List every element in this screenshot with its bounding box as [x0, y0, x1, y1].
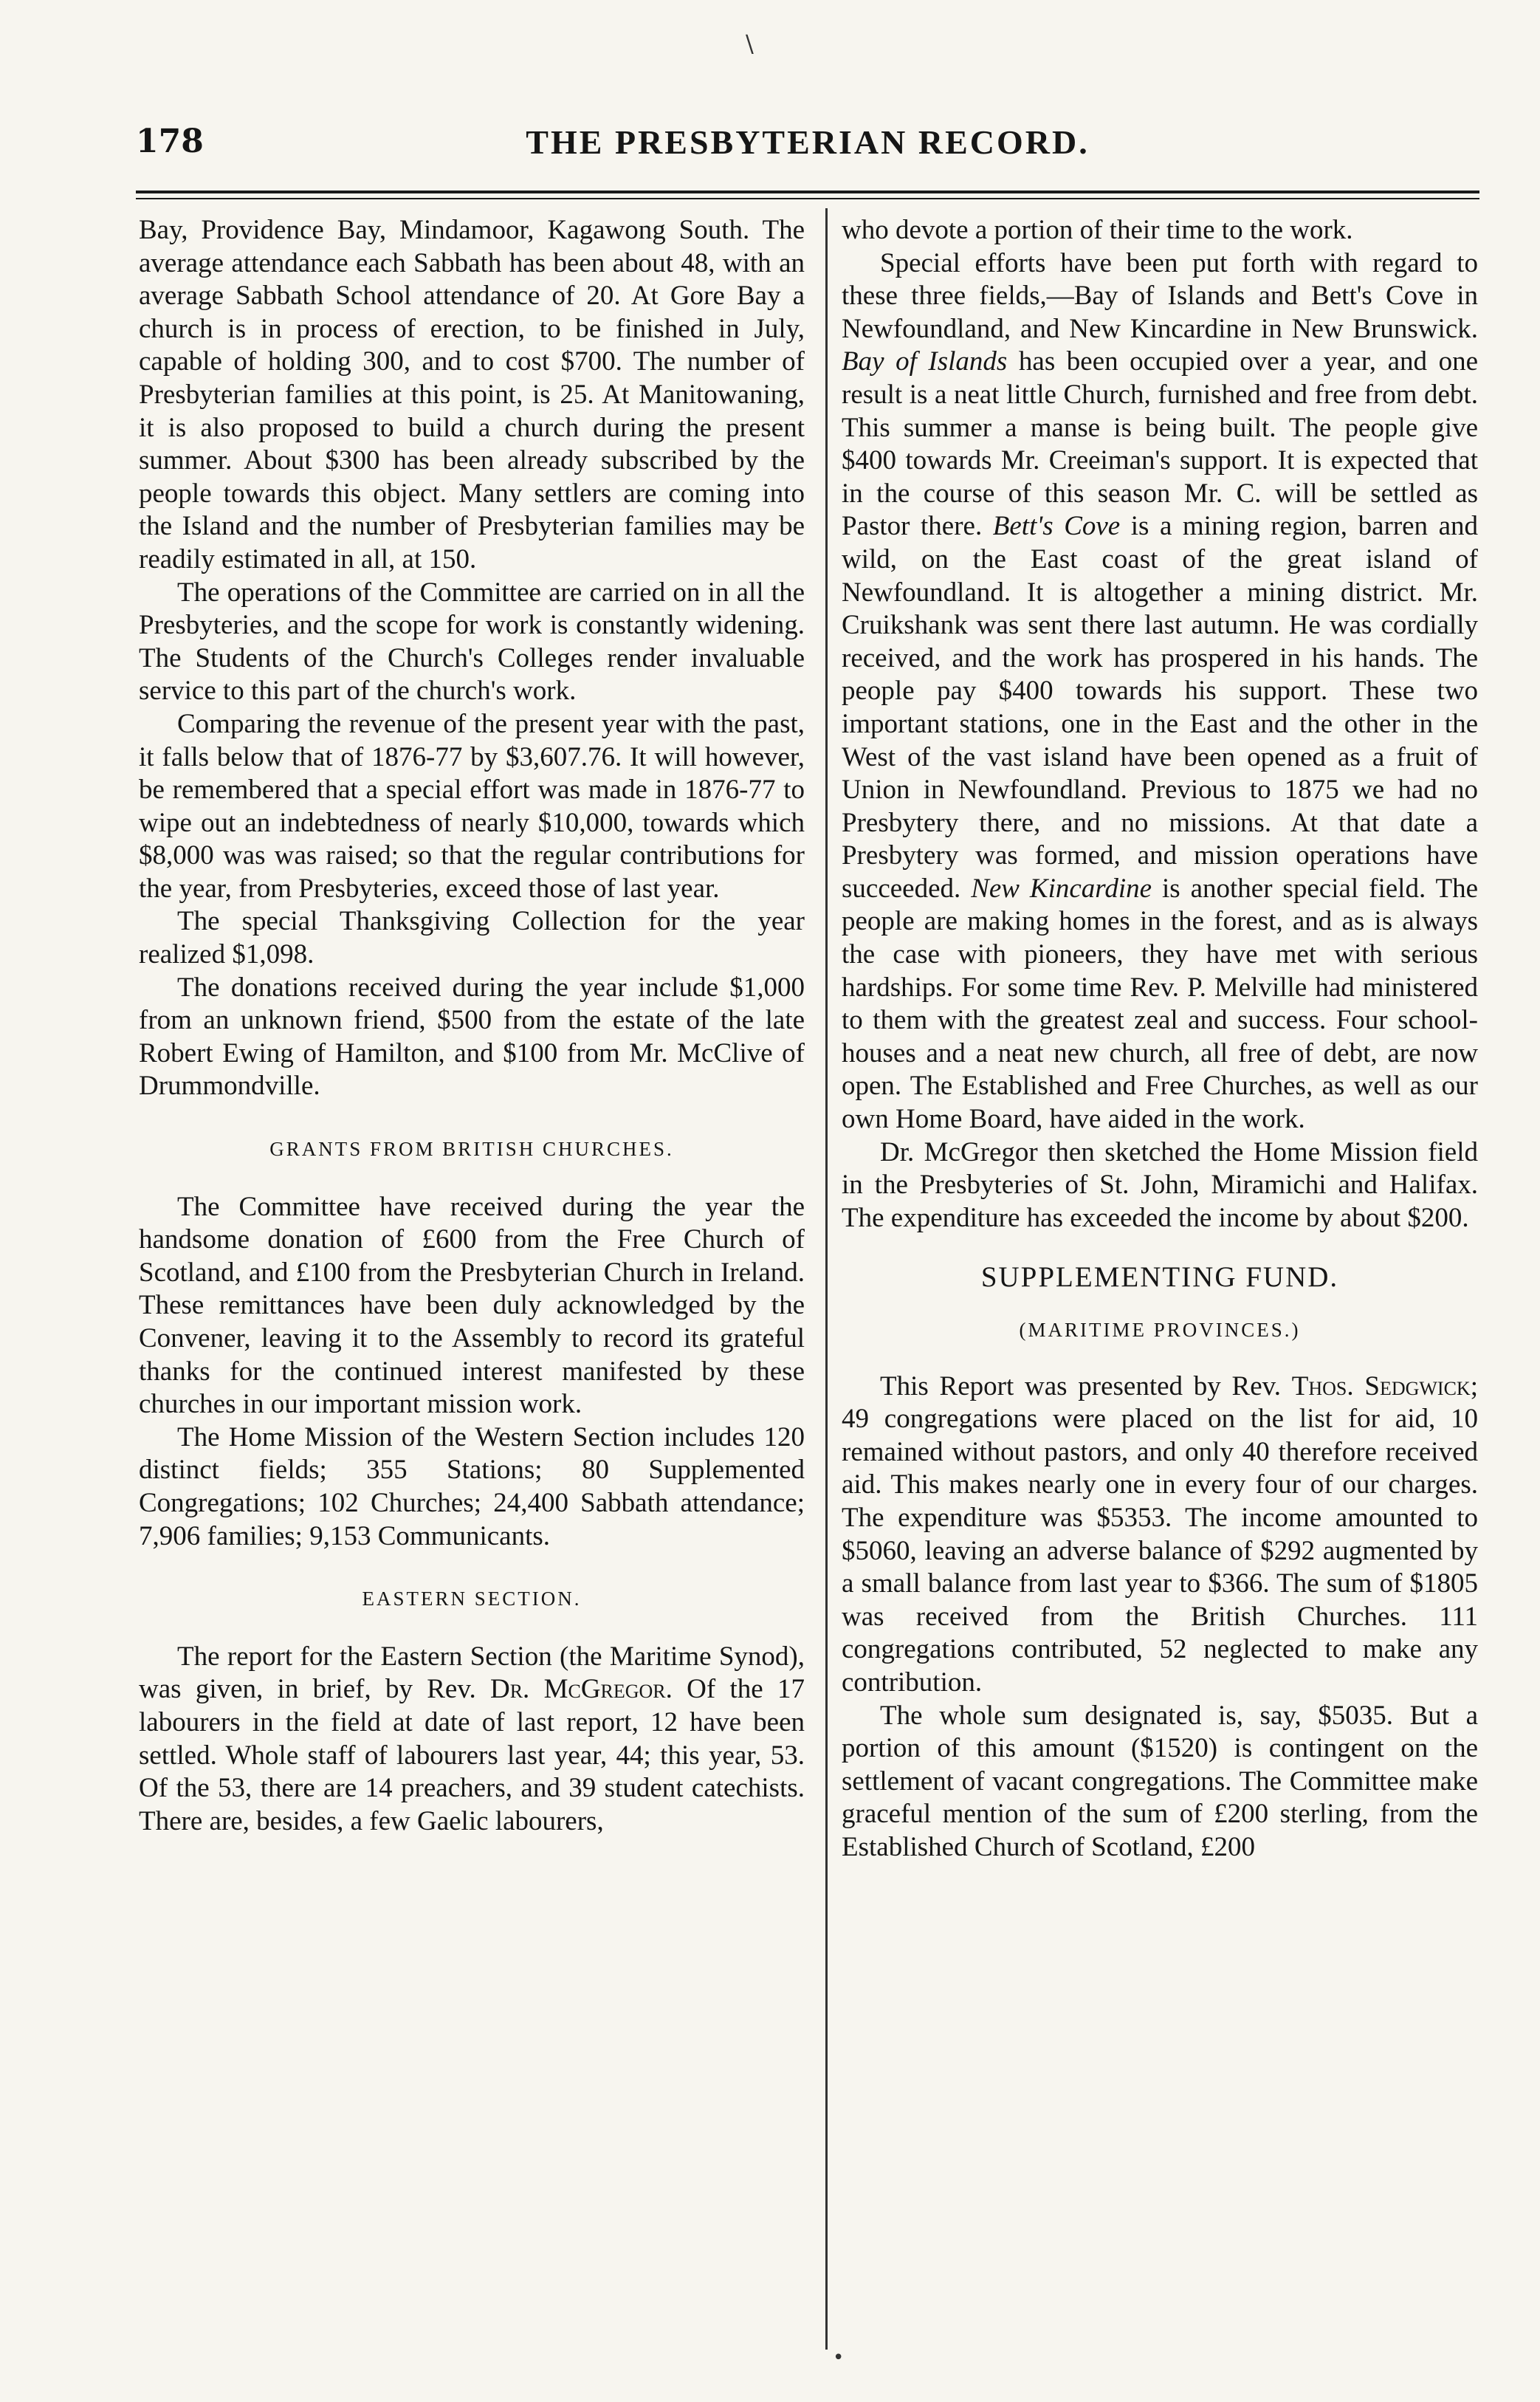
column-divider [825, 208, 828, 2350]
running-title: THE PRESBYTERIAN RECORD. [526, 123, 1090, 161]
section-heading-eastern: EASTERN SECTION. [362, 1588, 582, 1610]
paragraph [139, 1641, 805, 1839]
italic-place: Bett's Cove [992, 511, 1121, 542]
text-run: Special efforts have been put forth with regard to these three fields,—Bay of Islands and Bett's Cove in Newfoundland, and New Kincardine in New Brunswick. [842, 247, 1478, 344]
paragraph: Bay, Providence Bay, Mindamoor, Kagawong South. The average attendance each Sabbath has been about 48, with an average Sabbath School attendance of 20. At Gore Bay a church is in process of erection, to be finished in July, capable of holding 300, and to cost $700. The number of Presbyterian families at this point, is 25. At Manitowaning, it is also proposed to build a church during the present summer. About $300 has been already subscribed by the people towards this object. Many settlers are coming into the Island and the number of Presbyterian families may be readily estimated in all, at 150. [139, 215, 805, 574]
paragraph: The special Thanksgiving Collection for the year realized $1,098. [139, 906, 805, 970]
text-run: ; 49 congregations were placed on the list for aid, 10 remained without pastors, and only 40 therefore received aid. This makes nearly one in every four of our charges. The expenditure was $5353. The income amounted to $5060, leaving an adverse balance of $292 augmented by a small balance from last year to $366. The sum of $1805 was received from the British Churches. 111 congregations contributed, 52 neglected to make any contribution. [842, 1370, 1478, 1698]
page-number: 178 [136, 123, 204, 160]
text-run: This Report was presented by Rev. [880, 1370, 1292, 1401]
text-run: Of the 17 labourers in the field at date of last report, 12 have been settled. Whole staff of labourers last year, 44; this year, 53. Of the 53, there are 14 preachers, and 39 student catechists. There are, besides, a few Gaelic labourers, [139, 1674, 805, 1836]
italic-place: Bay of Islands [842, 346, 1008, 377]
section-heading-grants: GRANTS FROM BRITISH CHURCHES. [269, 1138, 674, 1161]
paragraph [842, 247, 1478, 1136]
italic-place: New Kincardine [971, 873, 1152, 904]
section-subheading-maritime: (MARITIME PROVINCES.) [1019, 1319, 1301, 1341]
text-run: is another special field. The people are making homes in the forest, and as is always the case with pioneers, they have met with serious hardships. For some time Rev. P. Melville had ministered to them with the greatest zeal and success. Four school-houses and a neat new church, all free of debt, are now open. The Established and Free Churches, as well as our own Home Board, have aided in the work. [842, 873, 1479, 1135]
stray-dot: • [833, 2347, 845, 2369]
name-smallcaps: Thos. Sedgwick [1291, 1370, 1471, 1401]
text-run: has been occupied over a year, and one result is a neat little Church, furnished and free from debt. This summer a manse is being built. The people give $400 towards Mr. Creeiman's support. It is expected that in the course of this season Mr. C. will be settled as Pastor there. [842, 346, 1478, 542]
section-heading-fund: SUPPLEMENTING FUND. [980, 1261, 1339, 1294]
header-rule [136, 191, 1479, 193]
paragraph [842, 1370, 1478, 1700]
text-run: is a mining region, barren and wild, on the East coast of the great island of Newfoundland. It is altogether a mining district. Mr. Cruikshank was sent there last autumn. He was cordially received, and the work has prospered in his hands. The people pay $400 towards his support. These two important stations, one in the East and the other in the West of the vast island have been opened as a fruit of Union in Newfoundland. Previous to 1875 we had no Presbytery there, and no missions. At that date a Presbytery was formed, and mission operations have succeeded. [842, 511, 1479, 904]
stray-mark: \ [746, 30, 754, 58]
right-column [842, 214, 1478, 1864]
text-run: The report for the Eastern Section (the Maritime Synod), was given, in brief, by Rev. [139, 1641, 805, 1705]
paragraph: who devote a portion of their time to the work. [842, 215, 1353, 245]
page-header [136, 118, 1479, 171]
paragraph: Comparing the revenue of the present year with the past, it falls below that of 1876-77 by $3,607.76. It will however, be remembered that a special effort was made in 1876-77 to wipe out an indebtedness of nearly $10,000, towards which $8,000 was was raised; so that the regular contributions for the year, from Presbyteries, exceed those of last year. [139, 708, 805, 904]
paragraph: The Committee have received during the year the handsome donation of £600 from the Free Church of Scotland, and £100 from the Presbyterian Church in Ireland. These remittances have been duly acknowledged by the Convener, leaving it to the Assembly to record its grateful thanks for the continued interest manifested by these churches in our important mission work. [139, 1191, 805, 1420]
left-column [139, 214, 805, 1838]
paragraph: The whole sum designated is, say, $5035. But a portion of this amount ($1520) is contingent on the settlement of vacant congregations. The Committee make graceful mention of the sum of £200 sterling, from the Established Church of Scotland, £200 [842, 1700, 1478, 1862]
paragraph: The operations of the Committee are carried on in all the Presbyteries, and the scope for work is constantly widening. The Students of the Church's Colleges render invaluable service to this part of the church's work. [139, 577, 805, 707]
paragraph: The donations received during the year include $1,000 from an unknown friend, $500 from the estate of the late Robert Ewing of Hamilton, and $100 from Mr. McClive of Drummondville. [139, 972, 805, 1102]
paragraph: The Home Mission of the Western Section includes 120 distinct fields; 355 Stations; 80 Supplemented Congregations; 102 Churches; 24,400 Sabbath attendance; 7,906 families; 9,153 Communicants. [139, 1421, 805, 1551]
header-rule-thin [136, 198, 1479, 199]
name-smallcaps: Dr. McGregor. [489, 1674, 673, 1705]
paragraph: Dr. McGregor then sketched the Home Mission field in the Presbyteries of St. John, Miramichi and Halifax. The expenditure has exceeded the income by about $200. [842, 1136, 1478, 1233]
